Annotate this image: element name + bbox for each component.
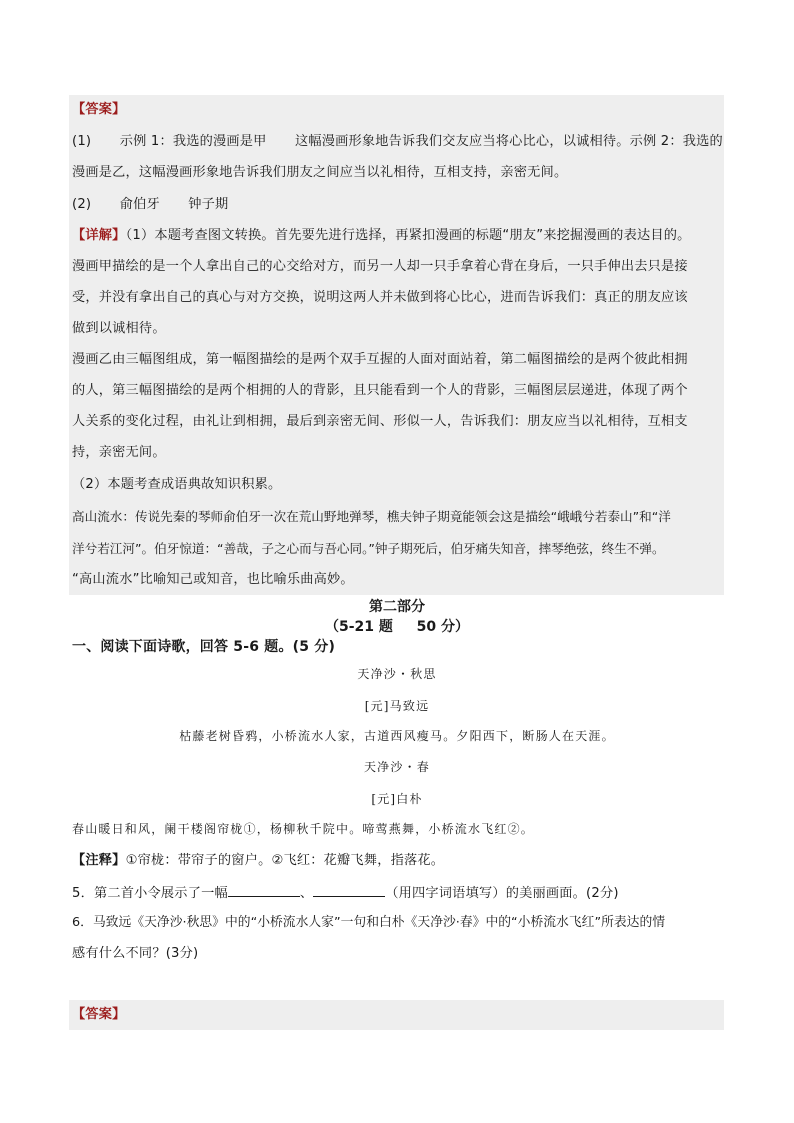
detail-line-4: 做到以诚相待。 (72, 321, 166, 336)
question-6-line1: 6．马致远《天净沙·秋思》中的“小桥流水人家”一句和白朴《天净沙·春》中的“小桥流水飞红”所表达的情 (72, 915, 666, 930)
detail-line-3: 受，并没有拿出自己的真心与对方交换，说明这两人并未做到将心比心，进而告诉我们：真正的朋友应该 (72, 290, 688, 305)
detail-line-1 (72, 226, 691, 246)
note-line (72, 851, 444, 871)
detail-text-1: （1）本题考查图文转换。首先要先进行选择，再紧扣漫画的标题“朋友”来挖掘漫画的表达目的。 (125, 228, 691, 243)
poem1-text: 枯藤老树昏鸦，小桥流水人家，古道西风瘦马。夕阳西下，断肠人在天涯。 (179, 729, 615, 743)
section-heading: 一、阅读下面诗歌，回答 5-6 题。(5 分) (72, 639, 336, 655)
answer-q1-line1 (72, 132, 723, 152)
poem2-author: [元]白朴 (371, 792, 423, 806)
answer-label (72, 100, 126, 120)
detail-line-7: 人关系的变化过程，由礼让到相拥，最后到亲密无间、形似一人，告诉我们：朋友应当以礼相待，互相支 (72, 414, 688, 429)
question-5-text-a: 5．第二首小令展示了一幅 (72, 886, 228, 901)
part2-subtitle-score: 50 分） (416, 619, 470, 635)
question-6-line2: 感有什么不同？(3分) (72, 946, 199, 961)
detail-line-5: 漫画乙由三幅图组成，第一幅图描绘的是两个双手互握的人面对面站着，第二幅图描绘的是两个彼此相拥 (72, 352, 688, 367)
note-label: 【注释】 (72, 853, 126, 868)
poem1-title: 天净沙・秋思 (357, 667, 437, 681)
answer-q2-name-b: 钟子期 (188, 197, 229, 212)
poem1-author: [元]马致远 (364, 699, 430, 713)
detail-line-11: 洋兮若江河”。伯牙惊道：“善哉，子之心而与吾心同。”钟子期死后，伯牙痛失知音，摔琴绝弦，终生不弹。 (72, 541, 665, 556)
part2-title: 第二部分 (369, 599, 425, 615)
detail-line-10: 高山流水：传说先秦的琴师俞伯牙一次在荒山野地弹琴，樵夫钟子期竟能领会这是描绘“峨峨兮若泰山”和“洋 (72, 509, 671, 524)
answer-q2-number: (2) (72, 197, 92, 212)
part2-subtitle-range: （5-21 题 (324, 619, 393, 635)
question-5-text-b: （用四字词语填写）的美丽画面。(2分) (385, 886, 619, 901)
detail-line-8: 持，亲密无间。 (72, 445, 166, 460)
answer-label-2-text: 【答案】 (72, 1007, 126, 1022)
answer-q2-name-a: 俞伯牙 (119, 197, 160, 212)
detail-line-6: 的人，第三幅图描绘的是两个相拥的人的背影，且只能看到一个人的背影，三幅图层层递进，体现了两个 (72, 383, 688, 398)
detail-line-2: 漫画甲描绘的是一个人拿出自己的心交给对方，而另一人却一只手拿着心背在身后，一只手伸出去只是接 (72, 259, 688, 274)
part2-subtitle (0, 616, 794, 636)
answer-q1-line2: 漫画是乙，这幅漫画形象地告诉我们朋友之间应当以礼相待，互相支持，亲密无间。 (72, 165, 568, 180)
poem2-text: 春山暖日和风，阑干楼阁帘栊①，杨柳秋千院中。啼莺燕舞，小桥流水飞红②。 (72, 822, 535, 836)
detail-line-9: （2）本题考查成语典故知识积累。 (72, 477, 282, 492)
detail-line-12: “高山流水”比喻知己或知音，也比喻乐曲高妙。 (72, 572, 354, 587)
answer-q1-text-a: 示例 1：我选的漫画是甲 (119, 134, 267, 149)
answer-block-2-background (69, 1000, 724, 1030)
answer-q1-text-b: 这幅漫画形象地告诉我们交友应当将心比心，以诚相待。示例 2：我选的 (294, 134, 723, 149)
question-5-blank-1[interactable] (228, 882, 300, 897)
note-text: ①帘栊：带帘子的窗户。②飞红：花瓣飞舞，指落花。 (125, 853, 445, 868)
answer-q2-line (72, 195, 228, 215)
question-5-blank-2[interactable] (313, 882, 385, 897)
answer-q1-number: (1) (72, 134, 92, 149)
poem2-title: 天净沙・春 (363, 760, 430, 774)
answer-label-text: 【答案】 (72, 102, 126, 117)
question-5-separator: 、 (299, 886, 314, 901)
answer-label-2 (72, 1005, 126, 1025)
detail-label: 【详解】 (72, 228, 126, 243)
question-5 (72, 882, 619, 904)
